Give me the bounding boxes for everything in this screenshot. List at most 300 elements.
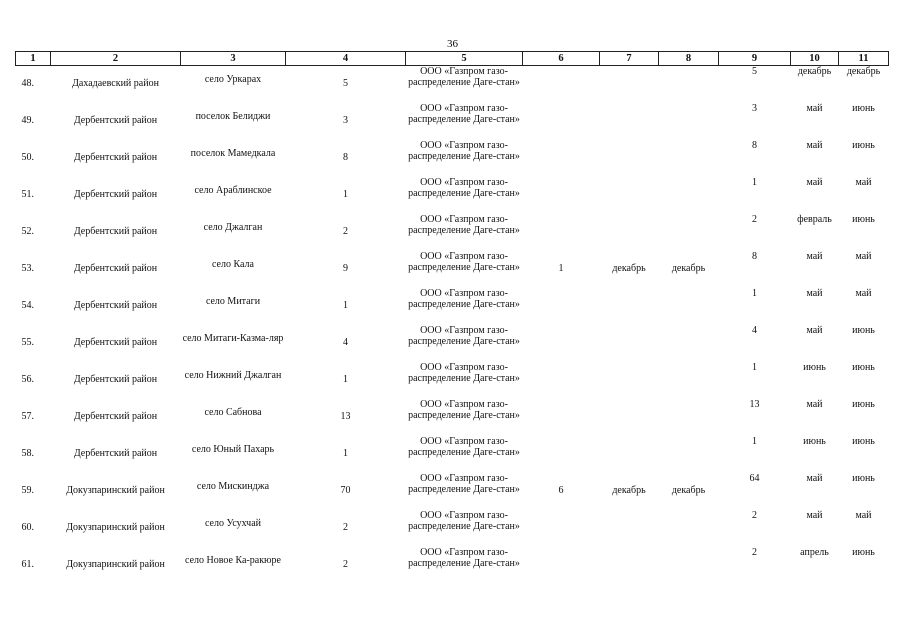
row-number xyxy=(16,288,51,325)
row-number-text: 56. xyxy=(21,374,34,385)
locality-cell xyxy=(181,177,286,214)
locality-cell-text: село Нижний Джалган xyxy=(184,370,282,381)
col6-cell-text xyxy=(523,214,600,226)
count-cell xyxy=(286,214,406,251)
district-cell-text: Дербентский район xyxy=(73,374,158,385)
col10-cell-text: декабрь xyxy=(797,66,832,77)
table-header-row xyxy=(16,52,889,66)
district-cell xyxy=(51,251,181,288)
row-number xyxy=(16,362,51,399)
col6-cell xyxy=(523,362,600,399)
col-header-8: 8 xyxy=(659,52,719,66)
locality-cell xyxy=(181,251,286,288)
col6-cell-text xyxy=(523,325,600,337)
locality-cell xyxy=(181,140,286,177)
col8-cell-text xyxy=(659,103,719,115)
locality-cell xyxy=(181,325,286,362)
organization-cell-text: ООО «Газпром газо-распределение Даге-стан» xyxy=(408,473,520,495)
count-cell xyxy=(286,473,406,510)
col8-cell-text xyxy=(659,510,719,522)
col7-cell-text: декабрь xyxy=(612,485,646,496)
col8-cell-text xyxy=(659,399,719,411)
count-cell-text: 2 xyxy=(343,559,348,570)
count-cell xyxy=(286,362,406,399)
col10-cell xyxy=(791,251,839,288)
col11-cell-text: июнь xyxy=(852,436,875,447)
col9-cell-text: 13 xyxy=(749,399,760,410)
col6-cell xyxy=(523,510,600,547)
organization-cell-text: ООО «Газпром газо-распределение Даге-стан» xyxy=(408,325,520,347)
col11-cell xyxy=(839,214,889,251)
district-cell-text: Дахадаевский район xyxy=(72,78,159,89)
col9-cell-text: 4 xyxy=(752,325,757,336)
col7-cell-text xyxy=(600,140,659,152)
col6-cell-text xyxy=(523,177,600,189)
col11-cell xyxy=(839,140,889,177)
col9-cell xyxy=(719,177,791,214)
district-cell-text: Дербентский район xyxy=(73,337,158,348)
col8-cell-text xyxy=(659,140,719,152)
col11-cell-text: июнь xyxy=(852,325,875,336)
col9-cell xyxy=(719,288,791,325)
col11-cell-text: июнь xyxy=(852,473,875,484)
district-cell-text: Дербентский район xyxy=(73,263,158,274)
col11-cell xyxy=(839,177,889,214)
col11-cell-text: май xyxy=(855,510,872,521)
col6-cell xyxy=(523,547,600,584)
district-cell xyxy=(51,103,181,140)
organization-cell xyxy=(406,547,523,584)
col9-cell-text: 1 xyxy=(752,362,757,373)
col7-cell-text xyxy=(600,288,659,300)
col10-cell-text: февраль xyxy=(797,214,832,225)
col10-cell-text: апрель xyxy=(800,547,829,558)
col6-cell-text: 1 xyxy=(558,263,564,274)
col11-cell-text: июнь xyxy=(852,547,875,558)
col6-cell-text xyxy=(523,103,600,115)
row-number xyxy=(16,325,51,362)
col7-cell-text xyxy=(600,214,659,226)
col10-cell-text: май xyxy=(806,473,823,484)
locality-cell xyxy=(181,547,286,584)
locality-cell-text: поселок Мамедкала xyxy=(190,148,276,159)
district-cell xyxy=(51,473,181,510)
organization-cell-text: ООО «Газпром газо-распределение Даге-стан» xyxy=(408,436,520,458)
col7-cell xyxy=(600,436,659,473)
district-cell xyxy=(51,288,181,325)
col9-cell-text: 1 xyxy=(752,288,757,299)
organization-cell xyxy=(406,510,523,547)
count-cell xyxy=(286,436,406,473)
col6-cell-text xyxy=(523,399,600,411)
table-row xyxy=(16,510,889,547)
col-header-7: 7 xyxy=(600,52,659,66)
row-number-text: 49. xyxy=(21,115,34,126)
organization-cell-text: ООО «Газпром газо-распределение Даге-стан» xyxy=(408,140,520,162)
organization-cell-text: ООО «Газпром газо-распределение Даге-стан» xyxy=(408,177,520,199)
locality-cell-text: село Митаги-Казма-ляр xyxy=(182,333,284,344)
col8-cell xyxy=(659,399,719,436)
locality-cell xyxy=(181,399,286,436)
col7-cell-text xyxy=(600,66,659,78)
locality-cell xyxy=(181,436,286,473)
district-cell xyxy=(51,399,181,436)
district-cell xyxy=(51,177,181,214)
col11-cell xyxy=(839,473,889,510)
col10-cell-text: май xyxy=(806,399,823,410)
col9-cell-text: 1 xyxy=(752,436,757,447)
row-number xyxy=(16,177,51,214)
table-row xyxy=(16,140,889,177)
organization-cell xyxy=(406,473,523,510)
row-number xyxy=(16,103,51,140)
col8-cell xyxy=(659,473,719,510)
locality-cell-text: село Джалган xyxy=(203,222,263,233)
district-cell-text: Дербентский район xyxy=(73,300,158,311)
col9-cell-text: 2 xyxy=(752,510,757,521)
count-cell-text: 1 xyxy=(343,189,348,200)
locality-cell-text: село Кала xyxy=(212,259,254,270)
row-number-text: 54. xyxy=(21,300,34,311)
district-cell xyxy=(51,547,181,584)
district-cell-text: Докузпаринский район xyxy=(66,559,165,570)
col10-cell xyxy=(791,214,839,251)
col7-cell xyxy=(600,140,659,177)
col9-cell-text: 3 xyxy=(752,103,757,114)
page-number: 36 xyxy=(447,38,458,50)
district-cell xyxy=(51,436,181,473)
col-header-9: 9 xyxy=(719,52,791,66)
col11-cell-text: май xyxy=(855,288,872,299)
col11-cell xyxy=(839,362,889,399)
col-header-2: 2 xyxy=(51,52,181,66)
locality-cell-text: село Сабнова xyxy=(204,407,262,418)
col6-cell-text xyxy=(523,288,600,300)
col8-cell xyxy=(659,510,719,547)
col8-cell-text xyxy=(659,362,719,374)
organization-cell-text: ООО «Газпром газо-распределение Даге-стан» xyxy=(408,66,520,88)
row-number-text: 52. xyxy=(21,226,34,237)
col6-cell-text: 6 xyxy=(558,485,564,496)
col7-cell-text xyxy=(600,177,659,189)
col8-cell xyxy=(659,436,719,473)
col7-cell-text: декабрь xyxy=(612,263,646,274)
count-cell-text: 2 xyxy=(343,226,348,237)
col10-cell xyxy=(791,325,839,362)
col8-cell-text xyxy=(659,288,719,300)
count-cell-text: 4 xyxy=(343,337,348,348)
col7-cell xyxy=(600,214,659,251)
table-row xyxy=(16,177,889,214)
col8-cell xyxy=(659,214,719,251)
district-cell-text: Дербентский район xyxy=(73,189,158,200)
organization-cell-text: ООО «Газпром газо-распределение Даге-стан» xyxy=(408,288,520,310)
col6-cell-text xyxy=(523,436,600,448)
district-cell xyxy=(51,140,181,177)
col7-cell-text xyxy=(600,399,659,411)
count-cell xyxy=(286,325,406,362)
count-cell-text: 1 xyxy=(343,300,348,311)
col11-cell xyxy=(839,510,889,547)
col8-cell xyxy=(659,547,719,584)
count-cell xyxy=(286,510,406,547)
col6-cell-text xyxy=(523,66,600,78)
col10-cell xyxy=(791,362,839,399)
col10-cell-text: май xyxy=(806,177,823,188)
col10-cell-text: май xyxy=(806,140,823,151)
col6-cell xyxy=(523,66,600,104)
col9-cell-text: 8 xyxy=(752,140,757,151)
col6-cell xyxy=(523,214,600,251)
organization-cell xyxy=(406,140,523,177)
col6-cell xyxy=(523,288,600,325)
locality-cell-text: село Уркарах xyxy=(204,74,262,85)
locality-cell xyxy=(181,362,286,399)
col11-cell xyxy=(839,325,889,362)
col6-cell-text xyxy=(523,140,600,152)
organization-cell xyxy=(406,177,523,214)
col10-cell-text: июнь xyxy=(803,436,826,447)
col10-cell xyxy=(791,288,839,325)
schedule-table xyxy=(15,51,889,584)
locality-cell-text: село Мискинджа xyxy=(196,481,270,492)
col11-cell xyxy=(839,399,889,436)
district-cell-text: Дербентский район xyxy=(73,115,158,126)
locality-cell-text: село Усухчай xyxy=(205,518,261,529)
row-number xyxy=(16,436,51,473)
col9-cell xyxy=(719,473,791,510)
organization-cell-text: ООО «Газпром газо-распределение Даге-стан» xyxy=(408,399,520,421)
col7-cell-text xyxy=(600,547,659,559)
col11-cell-text: июнь xyxy=(852,214,875,225)
col10-cell xyxy=(791,66,839,104)
organization-cell-text: ООО «Газпром газо-распределение Даге-стан» xyxy=(408,214,520,236)
col7-cell xyxy=(600,399,659,436)
row-number-text: 55. xyxy=(21,337,34,348)
col8-cell xyxy=(659,362,719,399)
col10-cell-text: май xyxy=(806,251,823,262)
row-number xyxy=(16,214,51,251)
col8-cell xyxy=(659,325,719,362)
row-number xyxy=(16,399,51,436)
col10-cell-text: май xyxy=(806,510,823,521)
organization-cell xyxy=(406,66,523,104)
col7-cell-text xyxy=(600,510,659,522)
district-cell-text: Докузпаринский район xyxy=(66,522,165,533)
count-cell xyxy=(286,140,406,177)
count-cell-text: 13 xyxy=(340,411,351,422)
col10-cell-text: май xyxy=(806,103,823,114)
col7-cell xyxy=(600,103,659,140)
col7-cell xyxy=(600,362,659,399)
col10-cell xyxy=(791,399,839,436)
organization-cell xyxy=(406,325,523,362)
count-cell-text: 70 xyxy=(340,485,351,496)
table-row xyxy=(16,103,889,140)
district-cell xyxy=(51,214,181,251)
col9-cell xyxy=(719,436,791,473)
col10-cell xyxy=(791,473,839,510)
district-cell xyxy=(51,325,181,362)
col7-cell-text xyxy=(600,325,659,337)
col7-cell xyxy=(600,547,659,584)
col10-cell-text: июнь xyxy=(803,362,826,373)
col8-cell-text xyxy=(659,214,719,226)
table-row xyxy=(16,288,889,325)
row-number-text: 61. xyxy=(21,559,34,570)
organization-cell xyxy=(406,399,523,436)
col-header-10: 10 xyxy=(791,52,839,66)
count-cell xyxy=(286,288,406,325)
locality-cell xyxy=(181,510,286,547)
col8-cell-text xyxy=(659,547,719,559)
col9-cell xyxy=(719,66,791,104)
district-cell xyxy=(51,510,181,547)
col11-cell xyxy=(839,436,889,473)
locality-cell xyxy=(181,66,286,104)
row-number xyxy=(16,251,51,288)
col9-cell xyxy=(719,325,791,362)
organization-cell xyxy=(406,362,523,399)
count-cell xyxy=(286,547,406,584)
col9-cell xyxy=(719,214,791,251)
organization-cell xyxy=(406,288,523,325)
row-number-text: 59. xyxy=(21,485,34,496)
col7-cell-text xyxy=(600,436,659,448)
col6-cell xyxy=(523,399,600,436)
col7-cell xyxy=(600,473,659,510)
locality-cell-text: село Новое Ка-ракюре xyxy=(185,555,281,566)
organization-cell-text: ООО «Газпром газо-распределение Даге-стан» xyxy=(408,362,520,384)
row-number xyxy=(16,510,51,547)
col-header-3: 3 xyxy=(181,52,286,66)
col8-cell-text xyxy=(659,436,719,448)
col10-cell xyxy=(791,547,839,584)
col11-cell xyxy=(839,251,889,288)
col9-cell-text: 2 xyxy=(752,214,757,225)
col8-cell xyxy=(659,103,719,140)
col8-cell-text: декабрь xyxy=(671,485,706,496)
col10-cell xyxy=(791,510,839,547)
col6-cell xyxy=(523,251,600,288)
table-row xyxy=(16,325,889,362)
table-row xyxy=(16,473,889,510)
locality-cell-text: село Араблинское xyxy=(194,185,272,196)
col11-cell-text: декабрь xyxy=(846,66,881,77)
col9-cell xyxy=(719,399,791,436)
col8-cell xyxy=(659,251,719,288)
col6-cell xyxy=(523,473,600,510)
count-cell-text: 8 xyxy=(343,152,348,163)
col6-cell xyxy=(523,177,600,214)
col9-cell xyxy=(719,547,791,584)
organization-cell xyxy=(406,251,523,288)
col11-cell xyxy=(839,66,889,104)
table-row xyxy=(16,362,889,399)
count-cell-text: 2 xyxy=(343,522,348,533)
row-number-text: 48. xyxy=(21,78,34,89)
col8-cell xyxy=(659,140,719,177)
col10-cell-text: май xyxy=(806,288,823,299)
district-cell-text: Дербентский район xyxy=(73,152,158,163)
organization-cell xyxy=(406,214,523,251)
col9-cell xyxy=(719,251,791,288)
col6-cell xyxy=(523,140,600,177)
col-header-11: 11 xyxy=(839,52,889,66)
col8-cell-text xyxy=(659,177,719,189)
organization-cell xyxy=(406,436,523,473)
locality-cell xyxy=(181,288,286,325)
col6-cell-text xyxy=(523,510,600,522)
col6-cell-text xyxy=(523,547,600,559)
col8-cell-text xyxy=(659,325,719,337)
row-number-text: 60. xyxy=(21,522,34,533)
locality-cell xyxy=(181,103,286,140)
col8-cell xyxy=(659,288,719,325)
col7-cell-text xyxy=(600,362,659,374)
row-number xyxy=(16,473,51,510)
col11-cell xyxy=(839,103,889,140)
table-row xyxy=(16,214,889,251)
organization-cell-text: ООО «Газпром газо-распределение Даге-стан» xyxy=(408,510,520,532)
row-number-text: 57. xyxy=(21,411,34,422)
count-cell-text: 9 xyxy=(343,263,348,274)
col8-cell-text xyxy=(659,66,719,78)
locality-cell xyxy=(181,214,286,251)
organization-cell-text: ООО «Газпром газо-распределение Даге-стан» xyxy=(408,103,520,125)
table-row xyxy=(16,547,889,584)
count-cell-text: 1 xyxy=(343,448,348,459)
col9-cell xyxy=(719,510,791,547)
district-cell-text: Дербентский район xyxy=(73,226,158,237)
district-cell xyxy=(51,362,181,399)
col9-cell xyxy=(719,140,791,177)
col8-cell xyxy=(659,66,719,104)
locality-cell xyxy=(181,473,286,510)
organization-cell-text: ООО «Газпром газо-распределение Даге-стан» xyxy=(408,251,520,273)
count-cell-text: 5 xyxy=(343,78,348,89)
count-cell xyxy=(286,103,406,140)
district-cell-text: Дербентский район xyxy=(73,448,158,459)
col10-cell-text: май xyxy=(806,325,823,336)
row-number-text: 51. xyxy=(21,189,34,200)
col11-cell-text: июнь xyxy=(852,103,875,114)
table-row xyxy=(16,399,889,436)
col-header-5: 5 xyxy=(406,52,523,66)
locality-cell-text: село Митаги xyxy=(205,296,261,307)
col-header-4: 4 xyxy=(286,52,406,66)
col11-cell-text: июнь xyxy=(852,399,875,410)
district-cell xyxy=(51,66,181,104)
organization-cell xyxy=(406,103,523,140)
organization-cell-text: ООО «Газпром газо-распределение Даге-стан» xyxy=(408,547,520,569)
col9-cell-text: 64 xyxy=(749,473,760,484)
col7-cell-text xyxy=(600,103,659,115)
count-cell xyxy=(286,399,406,436)
table-row xyxy=(16,66,889,104)
col9-cell-text: 8 xyxy=(752,251,757,262)
col9-cell-text: 1 xyxy=(752,177,757,188)
row-number xyxy=(16,140,51,177)
col6-cell xyxy=(523,325,600,362)
row-number xyxy=(16,66,51,104)
col11-cell xyxy=(839,547,889,584)
col11-cell-text: июнь xyxy=(852,362,875,373)
row-number-text: 50. xyxy=(21,152,34,163)
row-number-text: 53. xyxy=(21,263,34,274)
col-header-1: 1 xyxy=(16,52,51,66)
locality-cell-text: село Юный Пахарь xyxy=(191,444,275,455)
